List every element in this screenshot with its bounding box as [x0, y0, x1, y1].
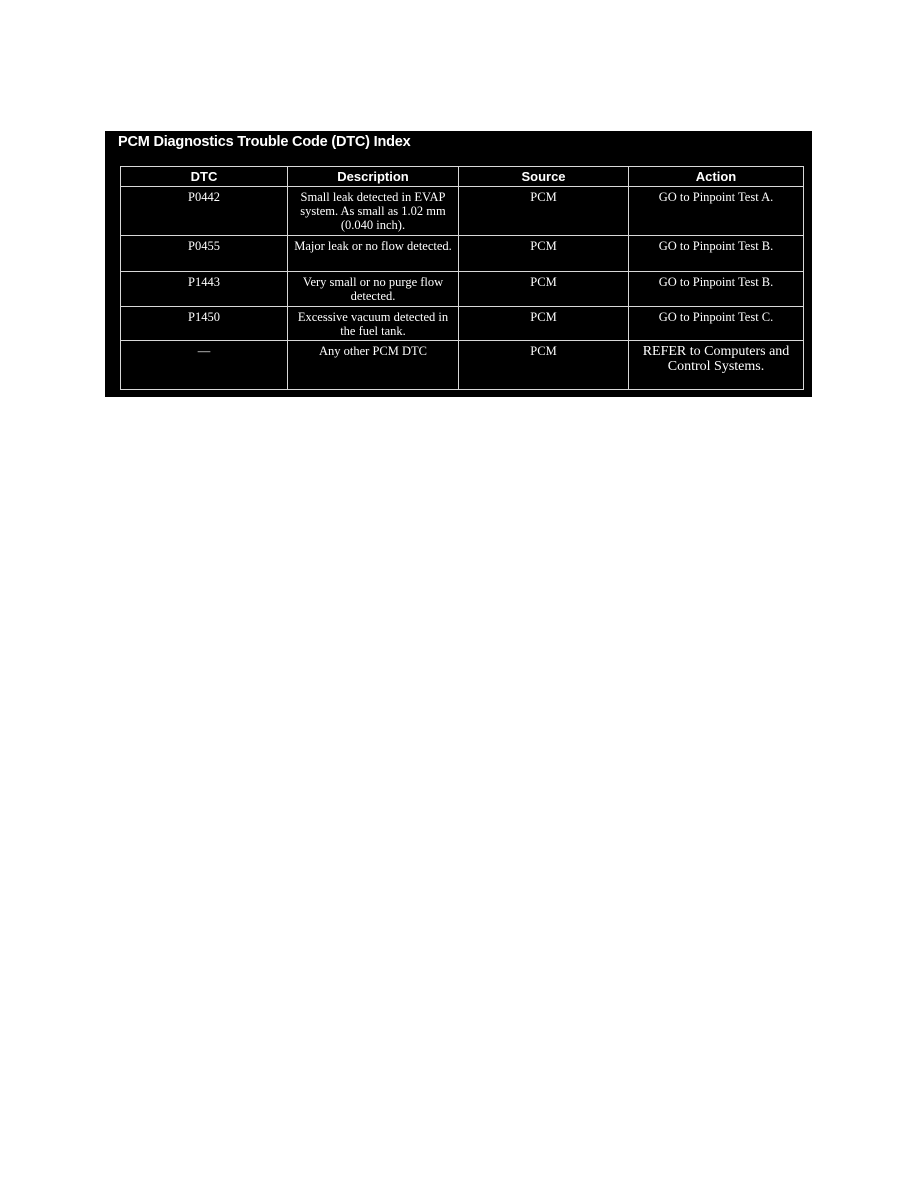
cell-description: Major leak or no flow detected. — [288, 236, 459, 272]
header-source: Source — [459, 167, 629, 187]
figure-title: PCM Diagnostics Trouble Code (DTC) Index — [118, 134, 411, 150]
cell-action: GO to Pinpoint Test B. — [629, 236, 804, 272]
table-row — [121, 236, 804, 272]
table-row — [121, 187, 804, 236]
cell-dtc: — — [121, 341, 288, 390]
cell-description: Small leak detected in EVAP system. As small as 1.02 mm (0.040 inch). — [288, 187, 459, 236]
cell-source: PCM — [459, 307, 629, 341]
cell-description: Any other PCM DTC — [288, 341, 459, 390]
cell-source: PCM — [459, 272, 629, 307]
cell-action: REFER to Computers and Control Systems. — [629, 341, 804, 390]
cell-dtc: P0455 — [121, 236, 288, 272]
cell-dtc: P1443 — [121, 272, 288, 307]
cell-action: GO to Pinpoint Test A. — [629, 187, 804, 236]
dtc-index-figure — [105, 131, 812, 397]
cell-dtc: P0442 — [121, 187, 288, 236]
cell-source: PCM — [459, 341, 629, 390]
cell-description: Very small or no purge flow detected. — [288, 272, 459, 307]
header-action: Action — [629, 167, 804, 187]
cell-source: PCM — [459, 187, 629, 236]
cell-description: Excessive vacuum detected in the fuel tank. — [288, 307, 459, 341]
table-header-row — [121, 167, 804, 187]
table-row — [121, 272, 804, 307]
cell-action: GO to Pinpoint Test B. — [629, 272, 804, 307]
cell-source: PCM — [459, 236, 629, 272]
cell-dtc: P1450 — [121, 307, 288, 341]
cell-action: GO to Pinpoint Test C. — [629, 307, 804, 341]
dtc-index-table — [120, 166, 804, 390]
table-row — [121, 341, 804, 390]
header-dtc: DTC — [121, 167, 288, 187]
header-description: Description — [288, 167, 459, 187]
table-row — [121, 307, 804, 341]
